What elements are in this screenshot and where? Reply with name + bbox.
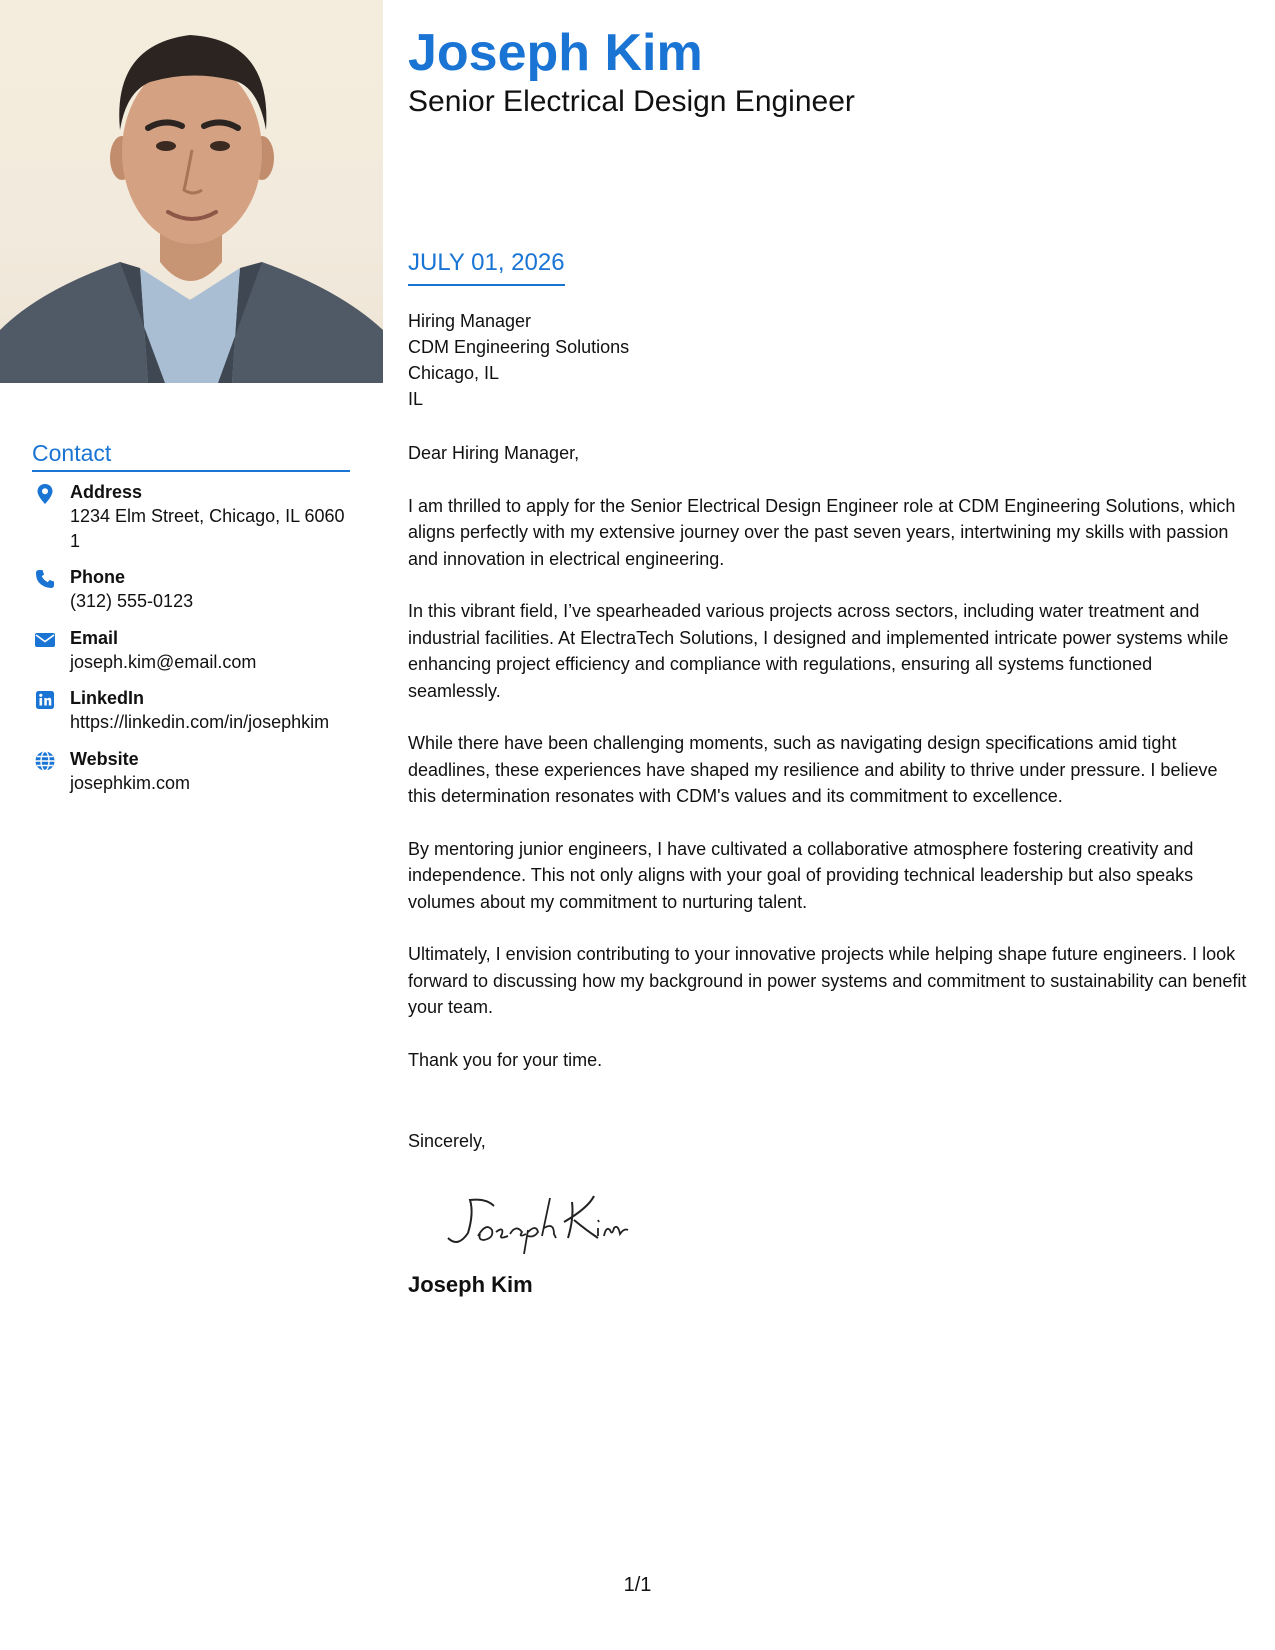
body-paragraph: In this vibrant field, I’ve spearheaded various projects across sectors, including water treatment and industrial facilities. At ElectraTech Solutions, I designed and implemented intricate power systems while enhancing project efficiency and compliance with regulations, ensuring all systems functioned seamlessly. — [408, 601, 1229, 701]
contact-label: Website — [70, 748, 139, 769]
salutation: Dear Hiring Manager, — [408, 443, 580, 463]
contact-heading: Contact — [32, 438, 350, 472]
recipient-block — [408, 308, 629, 412]
contact-label: Email — [70, 627, 119, 648]
envelope-icon — [34, 629, 56, 651]
phone-icon — [34, 568, 56, 590]
recipient-line: Hiring Manager — [408, 311, 532, 331]
contact-website — [32, 747, 350, 796]
body-paragraph: By mentoring junior engineers, I have cultivated a collaborative atmosphere fostering creativity and independence. This not only aligns with your goal of providing technical leadership but also speaks volumes about my commitment to nurturing talent. — [408, 838, 1194, 912]
contact-email — [32, 626, 350, 675]
website-link[interactable]: josephkim.com — [70, 772, 191, 793]
job-title: Senior Electrical Design Engineer — [408, 85, 855, 118]
contact-label: Phone — [70, 567, 126, 587]
contact-label: Address — [70, 482, 143, 502]
recipient-line: Chicago, IL — [408, 363, 500, 383]
phone-value[interactable]: (312) 555-0123 — [70, 591, 194, 611]
contact-list — [32, 480, 350, 807]
letter-date: JULY 01, 2026 — [408, 248, 565, 286]
body-paragraph: While there have been challenging moments, such as navigating design specifications amid tight deadlines, these experiences have shaped my resilience and ability to thrive under pressure. I believe this determination resonates with CDM's values and its commitment to excellence. — [408, 733, 1218, 806]
contact-address — [32, 480, 350, 553]
address-value: 1234 Elm Street, Chicago, IL 60601 — [70, 506, 345, 551]
recipient-line: CDM Engineering Solutions — [408, 337, 630, 357]
page-number: 1/1 — [623, 1574, 652, 1596]
body-paragraph: Ultimately, I envision contributing to your innovative projects while helping shape future engineers. I look forward to discussing how my background in power systems and commitment to sustainability can benefit your team. — [408, 944, 1247, 1017]
closing: Sincerely, — [408, 1131, 486, 1151]
profile-photo — [0, 0, 383, 383]
map-pin-icon — [34, 483, 56, 505]
letter-body — [408, 440, 1248, 1099]
body-paragraph: I am thrilled to apply for the Senior Electrical Design Engineer role at CDM Engineering Solutions, which aligns perfectly with my extensive journey over the past seven years, intertwining my skills with passion and innovation in electrical engineering. — [408, 495, 1236, 569]
applicant-name: Joseph Kim — [408, 24, 703, 82]
globe-icon — [34, 750, 56, 772]
signer-name: Joseph Kim — [408, 1272, 533, 1297]
contact-phone — [32, 565, 350, 614]
contact-label: LinkedIn — [70, 688, 145, 708]
linkedin-link[interactable]: https://linkedin.com/in/josephkim — [70, 712, 330, 732]
linkedin-icon — [34, 689, 56, 711]
signature-image — [438, 1178, 638, 1263]
body-paragraph: Thank you for your time. — [408, 1049, 603, 1070]
contact-linkedin — [32, 686, 350, 735]
email-value[interactable]: joseph.kim@email.com — [70, 651, 257, 672]
recipient-line: IL — [408, 389, 424, 409]
